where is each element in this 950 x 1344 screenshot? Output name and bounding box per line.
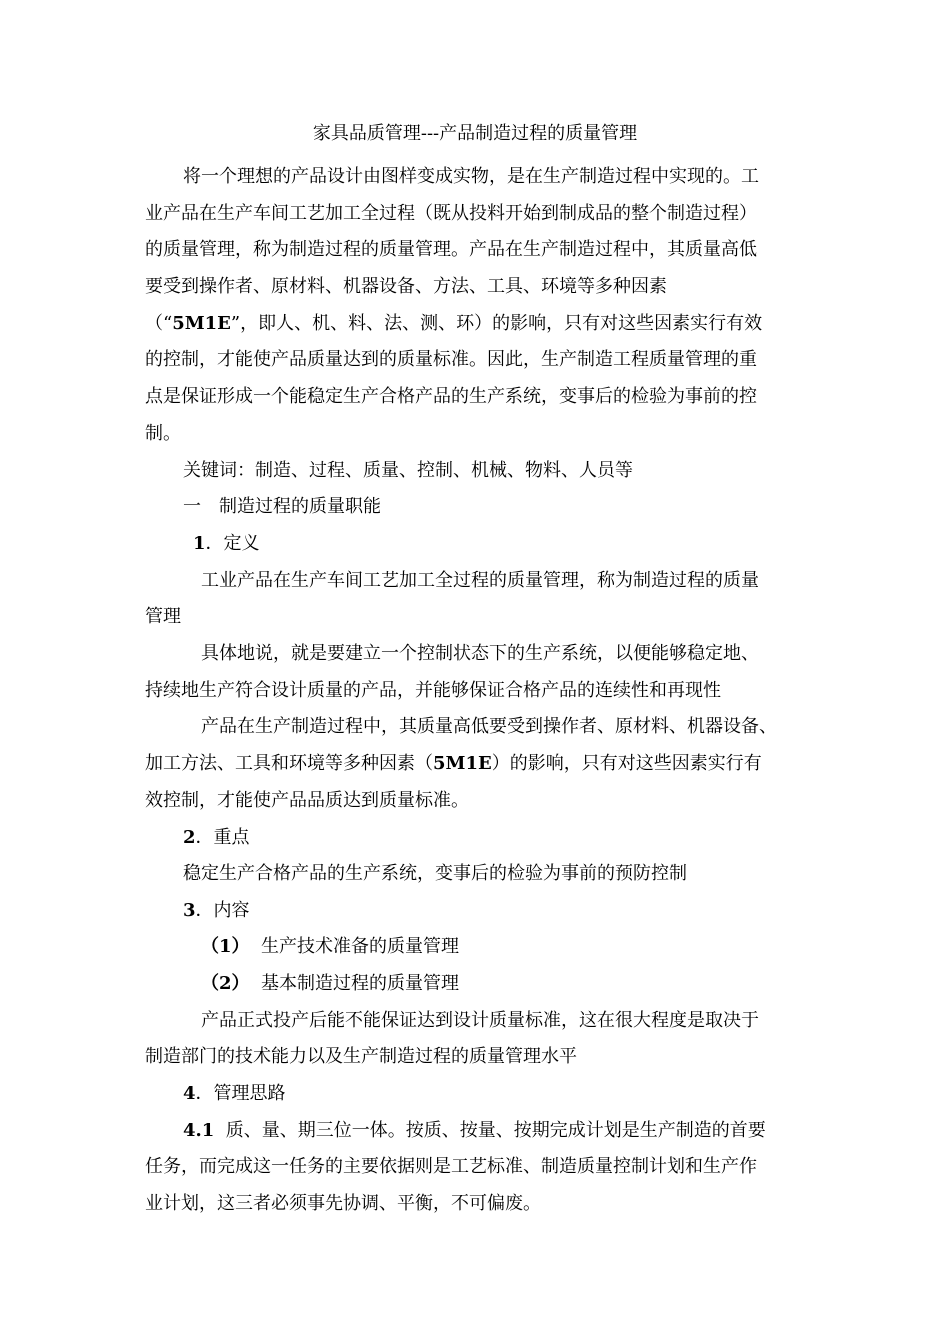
content-item-1-text: 生产技术准备的质量管理 xyxy=(260,936,459,957)
definition-p2-line-2: 持续地生产符合设计质量的产品，并能够保证合格产品的连续性和再现性 xyxy=(145,680,721,701)
content-item-1-number: （1） xyxy=(201,936,250,957)
key-point-heading xyxy=(183,824,250,852)
definition-number: 1 xyxy=(193,533,206,554)
content-item-1 xyxy=(201,933,459,961)
idea-41-line-3: 业计划，这三者必须事先协调、平衡，不可偏废。 xyxy=(145,1193,541,1214)
definition-p2-line-1: 具体地说，就是要建立一个控制状态下的生产系统，以便能够稳定地、 xyxy=(201,643,759,664)
definition-label: ．定义 xyxy=(205,533,260,554)
content-number: 3 xyxy=(183,900,196,921)
intro-line-2: 业产品在生产车间工艺加工全过程（既从投料开始到制成品的整个制造过程） xyxy=(145,203,757,224)
intro-line-3: 的质量管理，称为制造过程的质量管理。产品在生产制造过程中，其质量高低 xyxy=(145,239,757,260)
idea-41-text-1: 质、量、期三位一体。按质、按量、按期完成计划是生产制造的首要 xyxy=(225,1120,766,1141)
intro-line-5-open: （“ xyxy=(145,313,173,334)
content-heading xyxy=(183,897,250,925)
intro-line-5-5m1e: 5M1E xyxy=(172,313,231,334)
key-point-number: 2 xyxy=(183,827,196,848)
document-title: 家具品质管理---产品制造过程的质量管理 xyxy=(312,123,638,144)
section-1-heading: 一 制造过程的质量职能 xyxy=(183,496,381,517)
definition-p1-line-2: 管理 xyxy=(145,606,181,627)
content-item-2 xyxy=(201,970,459,998)
idea-41-line-2: 任务，而完成这一任务的主要依据则是工艺标准、制造质量控制计划和生产作 xyxy=(145,1156,757,1177)
definition-p1-line-1: 工业产品在生产车间工艺加工全过程的质量管理，称为制造过程的质量 xyxy=(201,570,759,591)
content-item-2-number: （2） xyxy=(201,973,250,994)
key-point-text: 稳定生产合格产品的生产系统，变事后的检验为事前的预防控制 xyxy=(183,863,687,884)
content-item-2-text: 基本制造过程的质量管理 xyxy=(260,973,459,994)
content-p-line-2: 制造部门的技术能力以及生产制造过程的质量管理水平 xyxy=(145,1046,577,1067)
intro-line-6: 的控制，才能使产品质量达到的质量标准。因此，生产制造工程质量管理的重 xyxy=(145,349,757,370)
idea-41-line-1 xyxy=(183,1117,766,1145)
intro-line-5 xyxy=(145,310,762,338)
definition-p3-line-1: 产品在生产制造过程中，其质量高低要受到操作者、原材料、机器设备、 xyxy=(201,716,777,737)
intro-line-8: 制。 xyxy=(145,423,181,444)
intro-line-7: 点是保证形成一个能稳定生产合格产品的生产系统，变事后的检验为事前的控 xyxy=(145,386,757,407)
idea-label: ．管理思路 xyxy=(195,1083,286,1104)
definition-p3-line-3: 效控制，才能使产品品质达到质量标准。 xyxy=(145,790,469,811)
intro-line-4: 要受到操作者、原材料、机器设备、方法、工具、环境等多种因素 xyxy=(145,276,667,297)
keywords: 关键词：制造、过程、质量、控制、机械、物料、人员等 xyxy=(183,460,633,481)
content-p-line-1: 产品正式投产后能不能保证达到设计质量标准，这在很大程度是取决于 xyxy=(201,1010,759,1031)
definition-heading xyxy=(193,530,260,558)
intro-line-5-rest: ”，即人、机、料、法、测、环）的影响，只有对这些因素实行有效 xyxy=(230,313,763,334)
idea-heading xyxy=(183,1080,286,1108)
definition-p3-text-b: ）的影响，只有对这些因素实行有 xyxy=(491,753,762,774)
idea-number: 4 xyxy=(183,1083,196,1104)
definition-p3-line-2 xyxy=(145,750,762,778)
definition-p3-text-a: 加工方法、工具和环境等多种因素（ xyxy=(145,753,433,774)
idea-41-number: 4.1 xyxy=(183,1120,215,1141)
definition-p3-5m1e: 5M1E xyxy=(433,753,492,774)
intro-line-1: 将一个理想的产品设计由图样变成实物，是在生产制造过程中实现的。工 xyxy=(183,166,759,187)
key-point-label: ．重点 xyxy=(195,827,250,848)
content-label: ．内容 xyxy=(195,900,250,921)
